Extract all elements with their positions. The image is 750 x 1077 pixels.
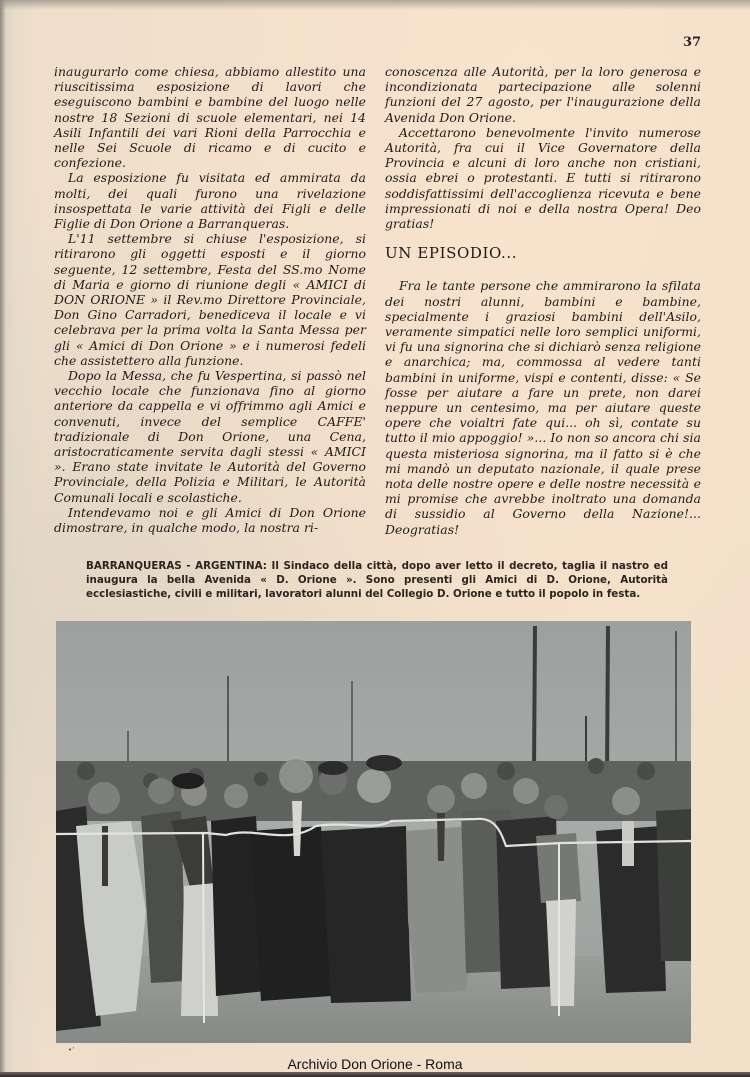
paragraph: Fra le tante persone che ammirarono la sfilata dei nostri alunni, bambini e bambine, specialmente i graziosi bambini dell'Asilo, veramente simpatici nelle loro semplici uniformi, vi fu una signorina che si dichiarò senza religione e anarchica; ma, commossa al vedere tanti bambini in uniforme, vispi e contenti, disse: « Se fosse per aiutare a fare un prete, non darei neppure un centesimo, ma per aiutare queste opere che voialtri fate qui... oh sì, contate su tutto il mio appoggio! »... Io non so ancora chi sia questa misteriosa signorina, ma il fatto si è che mi mandò un deputato nazionale, il quale prese nota delle nostre opere e delle nostre necessità e mi promise che avrebbe inoltrato una domanda di sussidio al Governo della Nazione!... Deogratias! [385, 278, 701, 537]
ceremony-photograph [56, 621, 691, 1043]
photo-illustration [56, 621, 691, 1043]
ribbon-stake-left [203, 833, 204, 1023]
paragraph: conoscenza alle Autorità, per la loro generosa e incondizionata partecipazione alle solenni funzioni del 27 agosto, per l'inaugurazione della Avenida Don Orione. [385, 64, 701, 125]
archive-footer: Archivio Don Orione - Roma [287, 1056, 463, 1072]
paragraph: La esposizione fu visitata ed ammirata da molti, dei quali furono una rivelazione insospettata le varie attività dei Figli e delle Figlie di Don Orione a Barranqueras. [54, 170, 366, 232]
paragraph: L'11 settembre si chiuse l'esposizione, si ritirarono gli oggetti esposti e il giorno seguente, 12 settembre, Festa del SS.mo Nome di Maria e giorno di riunione degli « AMICI di DON ORIONE » il Rev.mo Direttore Provinciale, Don Gino Carradori, benediceva il locale e vi celebrava per la prima volta la Santa Messa per gli « Amici di Don Orione » e i numerosi fedeli che assistettero alla funzione. [54, 231, 366, 368]
right-text-column [385, 64, 701, 537]
page-binding-edge [0, 0, 6, 1077]
photo-corner-mark: •’ [68, 1046, 75, 1054]
left-text-column [54, 64, 366, 535]
section-heading: UN EPISODIO... [385, 244, 518, 263]
paragraph: Accettarono benevolmente l'invito numerose Autorità, fra cui il Vice Governatore della Provincia e alcuni di loro anche non cristiani, ossia ebrei o protestanti. E tutti si ritirarono soddisfattissimi dell'accoglienza ricevuta e bene impressionati di noi e della nostra Opera! Deo gratias! [385, 124, 701, 232]
page-number: 37 [683, 35, 702, 50]
paragraph: inaugurarlo come chiesa, abbiamo allestito una riuscitissima esposizione di lavori che eseguiscono bambini e bambine del luogo nelle nostre 18 Sezioni di scuole elementari, nei 14 Asili Infantili dei vari Rioni della Parrocchia e nelle Sei Scuole di ricamo e di cucito e confezione. [54, 64, 366, 171]
paragraph: Dopo la Messa, che fu Vespertina, si passò nel vecchio locale che funzionava fino al giorno anteriore da cappella e vi offrimmo agli Amici e convenuti, invece del semplice CAFFE' tradizionale di Don Orione, una Cena, aristocraticamente servita dagli stessi « AMICI ». Erano state invitate le Autorità del Governo Provinciale, della Polizia e Militari, le Autorità Comunali locali e scolastiche. [54, 368, 366, 505]
scan-bottom-edge [0, 1072, 750, 1077]
photo-caption: BARRANQUERAS - ARGENTINA: Il Sindaco della città, dopo aver letto il decreto, taglia il nastro ed inaugura la bella Avenida « D. Orione ». Sono presenti gli Amici di D. Orione, Autorità ecclesiastiche, civili e militari, lavoratori alunni del Collegio D. Orione e tutto il popolo in festa. [86, 560, 668, 601]
paragraph: Intendevamo noi e gli Amici di Don Orione dimostrare, in qualche modo, la nostra ri- [54, 504, 366, 536]
page-top-shadow [0, 0, 750, 10]
